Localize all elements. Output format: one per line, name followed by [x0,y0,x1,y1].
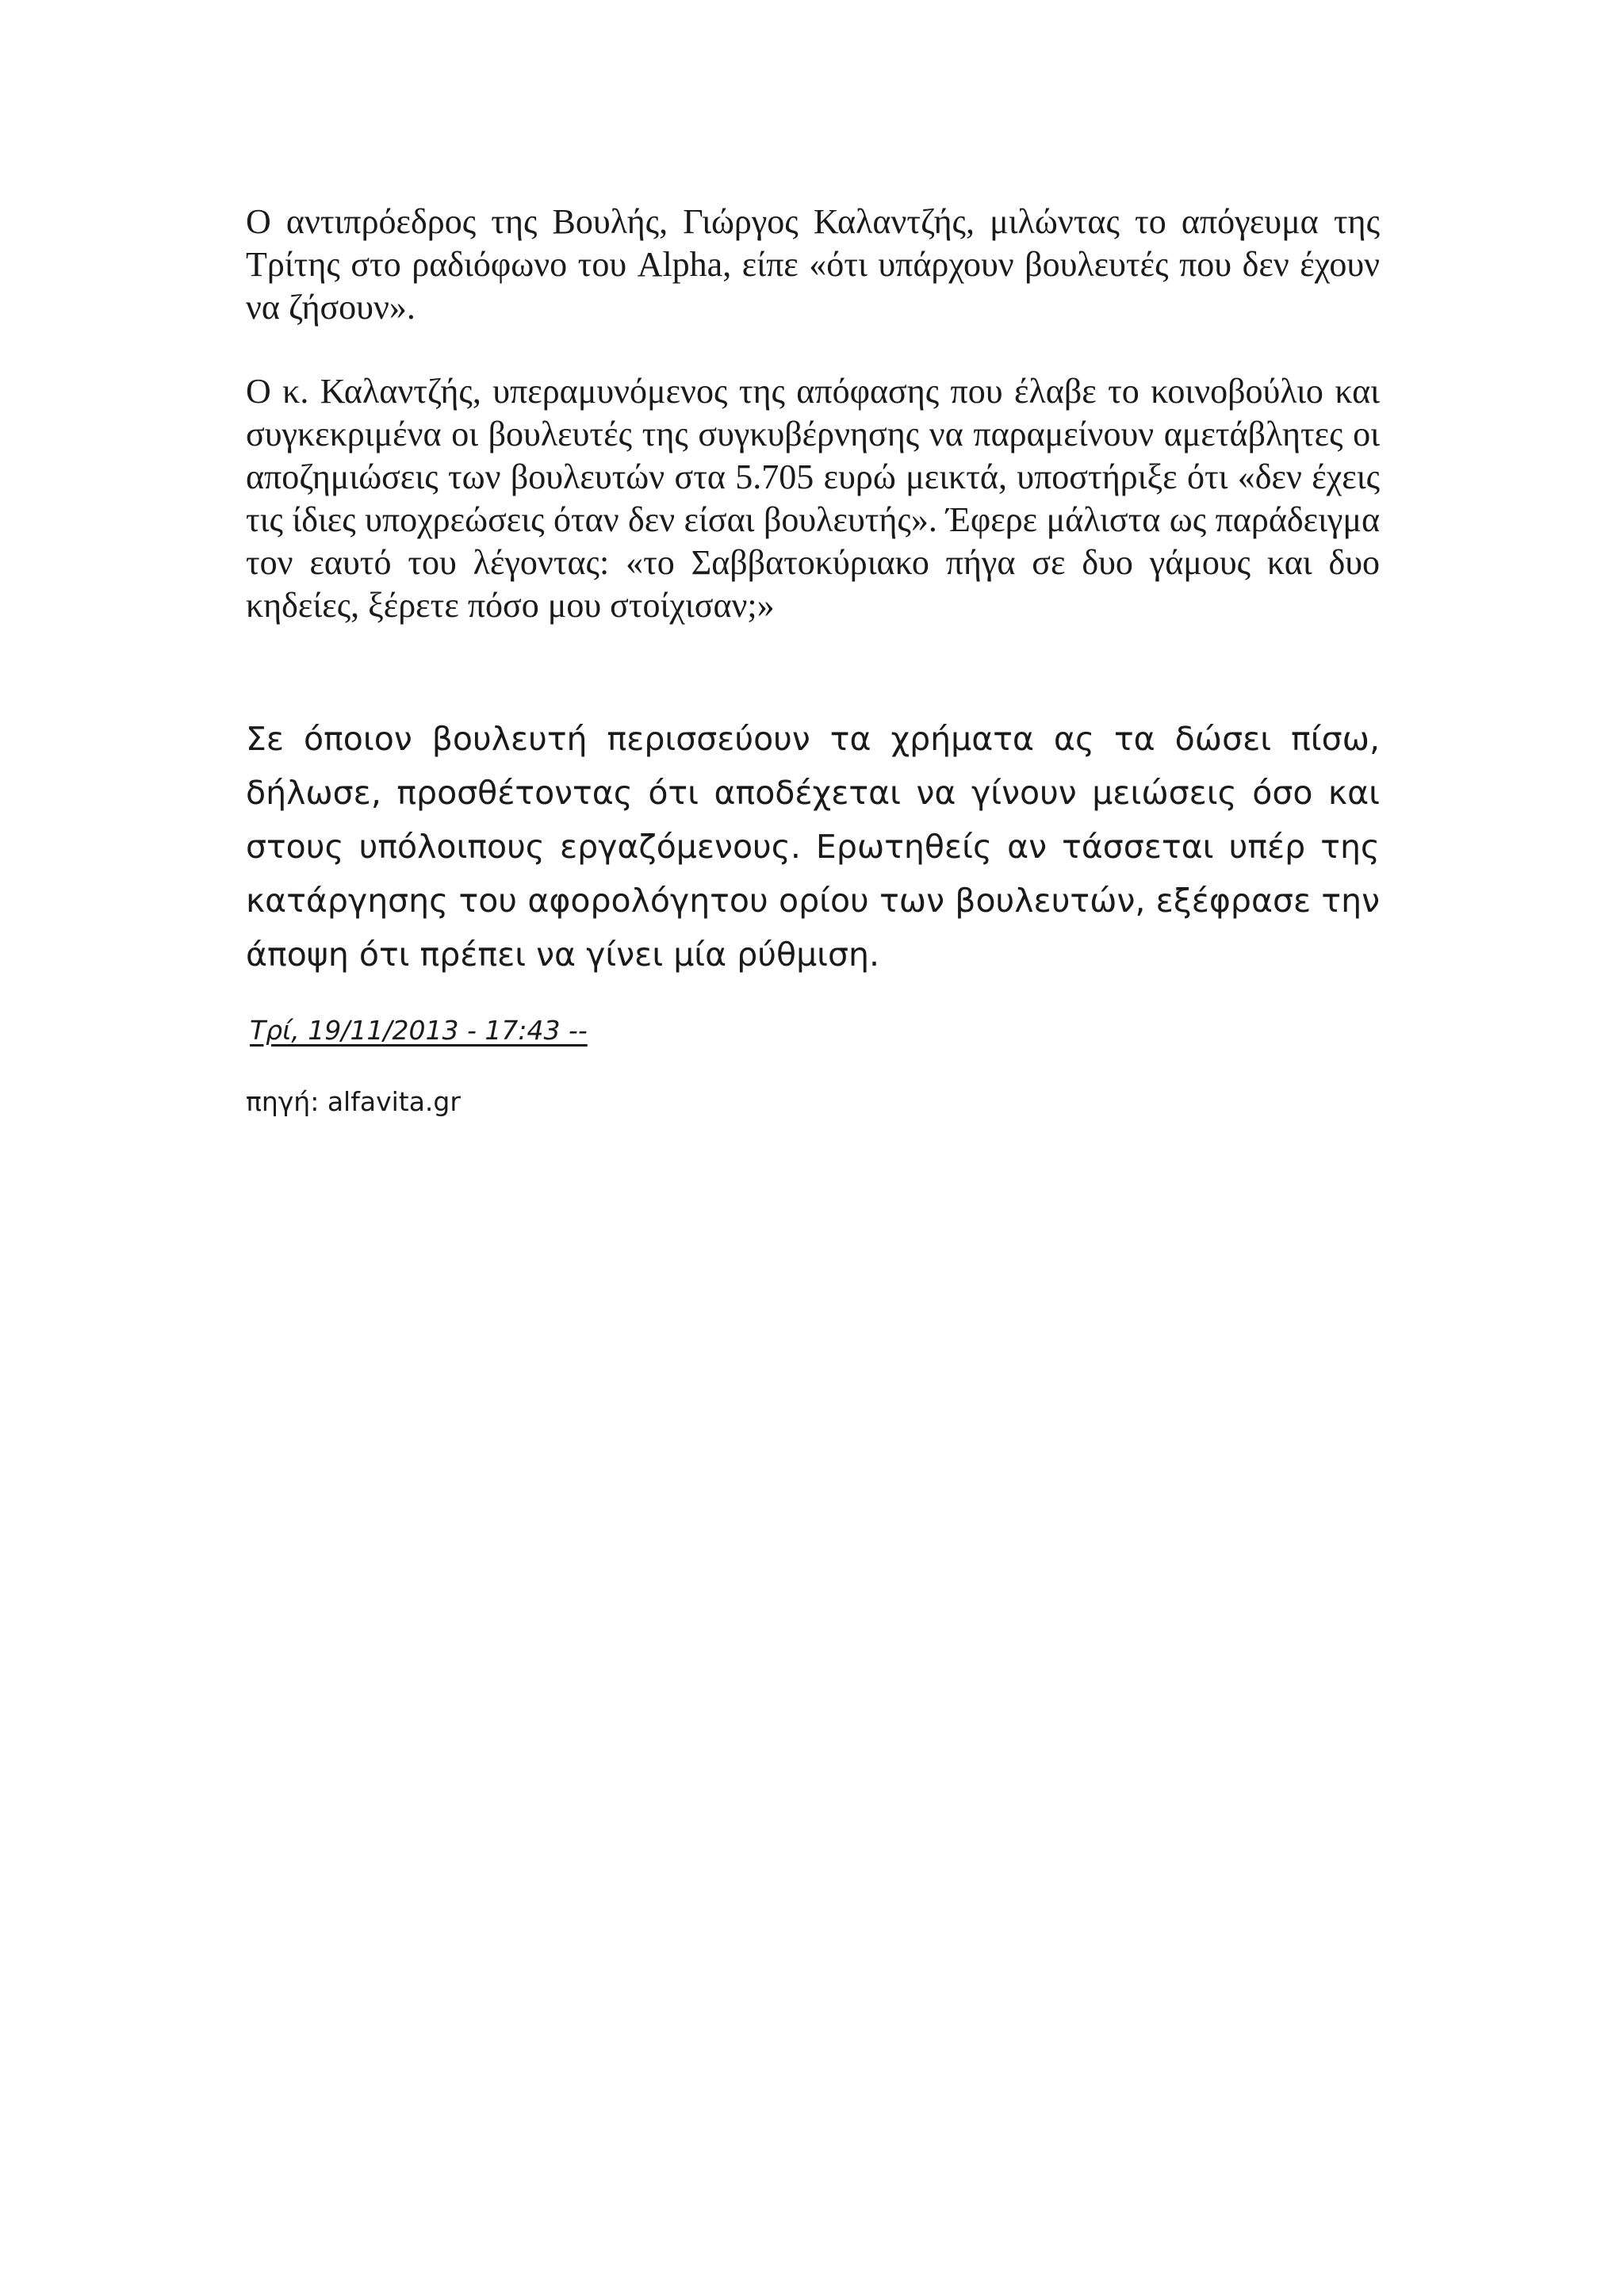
paragraph-intro: Ο αντιπρόεδρος της Βουλής, Γιώργος Καλαντζής, μιλώντας το απόγευμα της Τρίτης στο ραδιόφωνο του Alpha, είπε «ότι υπάρχουν βουλευτές που δεν έχουν να ζήσουν». [246,202,1380,327]
source-line: πηγή: alfavita.gr [246,1086,461,1117]
paragraph-kalantzis-statement: Ο κ. Καλαντζής, υπεραμυνόμενος της απόφασης που έλαβε το κοινοβούλιο και συγκεκριμένα οι βουλευτές της συγκυβέρνησης να παραμείνουν αμετάβλητες οι αποζημιώσεις των βουλευτών στα 5.705 ευρώ μεικτά, υποστήριξε ότι «δεν έχεις τις ίδιες υποχρεώσεις όταν δεν είσαι βουλευτής». Έφερε μάλιστα ως παράδειγμα τον εαυτό του λέγοντας: «το Σαββατοκύριακο πήγα σε δυο γάμους και δυο κηδείες, ξέρετε πόσο μου στοίχισαν;» [246,372,1380,625]
paragraph-deputies-money: Σε όποιον βουλευτή περισσεύουν τα χρήματα ας τα δώσει πίσω, δήλωσε, προσθέτοντας ότι αποδέχεται να γίνουν μειώσεις όσο και στους υπόλοιπους εργαζόμενους. Ερωτηθείς αν τάσσεται υπέρ της κατάργησης του αφορολόγητου ορίου των βουλευτών, εξέφρασε την άποψη ότι πρέπει να γίνει μία ρύθμιση. [246,720,1380,974]
date-text: Τρί, 19/11/2013 - 17:43 -- [250,1015,588,1046]
date-line [250,1015,588,1047]
